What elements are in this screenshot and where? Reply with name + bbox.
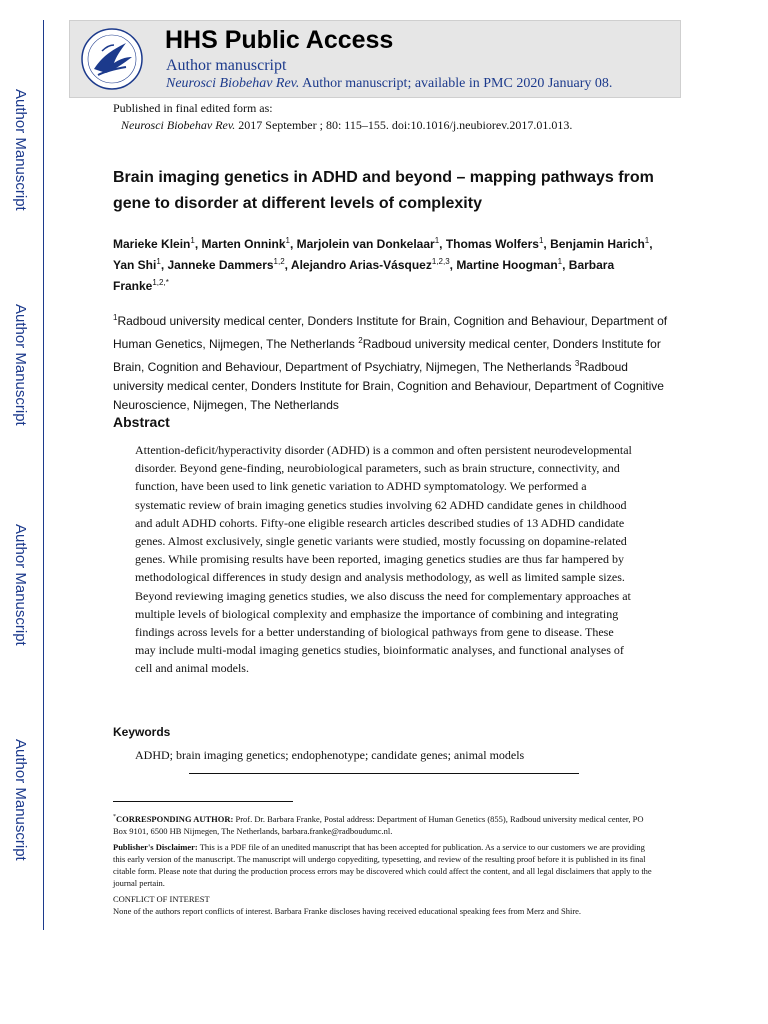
author-name: Barbara Franke bbox=[113, 258, 615, 293]
author-name: Marjolein van Donkelaar bbox=[296, 237, 435, 251]
abstract-body: Attention-deficit/hyperactivity disorder (ADHD) is a common and often persistent neurodevelopmental disorder. Beyond gene-finding, neurobiological parameters, such as brain structure, connectivity, and function, have been used to link genetic variation to ADHD symptomatology. We performed a systematic review of brain imaging genetics studies involving 62 ADHD candidate genes in childhood and adult ADHD cohorts. Fifty-one eligible research articles described studies of 13 ADHD candidate genes. Almost exclusively, single genetic variants were studied, mostly focussing on dopamine-related genes. While promising results have been reported, imaging genetics studies are thus far hampered by methodological differences in study design and analysis methodology, as well as limited sample sizes. Beyond reviewing imaging genetics studies, we also discuss the need for complementary approaches at multiple levels of biological complexity and emphasize the importance of combining and integrating findings across levels for a better understanding of biological pathways from gene to disease. These may include multi-modal imaging genetics studies, bioinformatic analyses, and functional analyses of cell and animal models. bbox=[135, 443, 632, 676]
author-affiliation-marker: 1 bbox=[644, 236, 650, 245]
hhs-public-access-title: HHS Public Access bbox=[165, 26, 394, 54]
published-label: Published in final edited form as: bbox=[113, 101, 273, 115]
affiliation-text: Radboud university medical center, Donders Institute for Brain, Cognition and Behaviour, Department of Cognitive Neuroscience, Nijmegen, The Netherlands bbox=[113, 360, 664, 412]
coi-heading: CONFLICT OF INTEREST bbox=[113, 893, 210, 904]
affiliation-text: Radboud university medical center, Donders Institute for Brain, Cognition and Behaviour, Department of Psychiatry, Nijmegen, The Netherlands bbox=[113, 337, 661, 374]
author-affiliation-marker: 1 bbox=[190, 236, 195, 245]
side-label-author-manuscript: Author Manuscript bbox=[12, 524, 29, 646]
side-label-author-manuscript: Author Manuscript bbox=[12, 89, 29, 211]
disclaimer-text: This is a PDF file of an unedited manuscript that has been accepted for publication. As a service to our customers we are providing this early version of the manuscript. The manuscript will undergo copyediting, typesetting, and review of the resulting proof before it is published in its final citable form. Please note that during the production process errors may be discovered which could affect the content, and all legal disclaimers that apply to the journal pertain. bbox=[113, 841, 652, 888]
author-name: Thomas Wolfers bbox=[445, 237, 539, 251]
author-name: Yan Shi bbox=[113, 258, 157, 272]
keywords-text: ADHD; brain imaging genetics; endophenotype; candidate genes; animal models bbox=[135, 748, 525, 762]
citation-details: 2017 September ; 80: 115–155. doi:10.1016/j.neubiorev.2017.01.013. bbox=[238, 118, 573, 132]
corresponding-author-label: CORRESPONDING AUTHOR: bbox=[116, 813, 234, 824]
affiliation-text: Radboud university medical center, Donders Institute for Brain, Cognition and Behaviour, Department of Human Genetics, Nijmegen, The Netherlands bbox=[113, 314, 668, 351]
footnote-marker: * bbox=[113, 814, 116, 820]
author-affiliation-marker: 1,2,* bbox=[152, 278, 169, 287]
author-name: Marten Onnink bbox=[201, 237, 286, 251]
published-journal: Neurosci Biobehav Rev. bbox=[121, 118, 236, 132]
author-affiliation-marker: 1 bbox=[285, 236, 290, 245]
author-affiliation-marker: 1,2,3 bbox=[431, 257, 450, 266]
author-name: Alejandro Arias-Vásquez bbox=[290, 258, 432, 272]
publisher-disclaimer bbox=[113, 841, 653, 889]
side-label-author-manuscript: Author Manuscript bbox=[12, 739, 29, 861]
footnote-divider bbox=[113, 801, 293, 802]
affiliations bbox=[113, 308, 673, 415]
coi-text: None of the authors report conflicts of interest. Barbara Franke discloses having received educational speaking fees from Merz and Shire. bbox=[113, 905, 582, 916]
author-manuscript-label: Author manuscript bbox=[166, 57, 287, 74]
article-title: Brain imaging genetics in ADHD and beyond – mapping pathways from gene to disorder at different levels of complexity bbox=[113, 169, 654, 212]
corresponding-author-note bbox=[113, 811, 653, 837]
published-info bbox=[113, 100, 572, 134]
author-affiliation-marker: 1 bbox=[557, 257, 563, 266]
side-label-author-manuscript: Author Manuscript bbox=[12, 304, 29, 426]
author-name: Janneke Dammers bbox=[167, 258, 274, 272]
author-name: Marieke Klein bbox=[113, 237, 191, 251]
availability-text: Author manuscript; available in PMC 2020 January 08. bbox=[302, 76, 613, 91]
abstract-heading: Abstract bbox=[113, 414, 170, 430]
section-divider bbox=[189, 773, 579, 774]
keywords-heading: Keywords bbox=[113, 725, 171, 739]
author-list: Marieke Klein$^1$, Marten Onnink$^1$, Marjolein van Donkelaar$^1$, Thomas Wolfers$^1$, Benjamin Harich$^1$, Yan Shi$^1$, Janneke Dammers$^{1,2}$, Alejandro Arias-Vásquez$^{1,2,3}$, Martine Hoogman$^1$, Barbara Franke$^{1,2,*}$ bbox=[113, 236, 653, 293]
sidebar bbox=[0, 0, 44, 930]
availability-line bbox=[166, 76, 612, 92]
author-affiliation-marker: 1 bbox=[538, 236, 544, 245]
affiliation-marker: 3 bbox=[574, 359, 580, 368]
disclaimer-label: Publisher's Disclaimer: bbox=[113, 841, 198, 852]
author-affiliation-marker: 1,2 bbox=[273, 257, 285, 266]
author-affiliation-marker: 1 bbox=[156, 257, 161, 266]
author-name: Benjamin Harich bbox=[550, 237, 645, 251]
sidebar-divider bbox=[43, 20, 44, 930]
affiliation-marker: 1 bbox=[113, 313, 118, 322]
footnotes bbox=[113, 811, 653, 921]
author-affiliation-marker: 1 bbox=[434, 236, 440, 245]
author-name: Martine Hoogman bbox=[456, 258, 558, 272]
journal-name: Neurosci Biobehav Rev. bbox=[166, 76, 300, 91]
published-citation bbox=[113, 117, 572, 134]
corresponding-author-text: Prof. Dr. Barbara Franke, Postal address: Department of Human Genetics (855), Radboud university medical center, PO Box 9101, 6500 HB Nijmegen, The Netherlands, barbara.franke@radboudumc.nl. bbox=[113, 813, 644, 836]
hhs-eagle-seal-icon bbox=[80, 27, 144, 91]
hhs-header bbox=[69, 20, 681, 98]
affiliation-marker: 2 bbox=[358, 336, 363, 345]
